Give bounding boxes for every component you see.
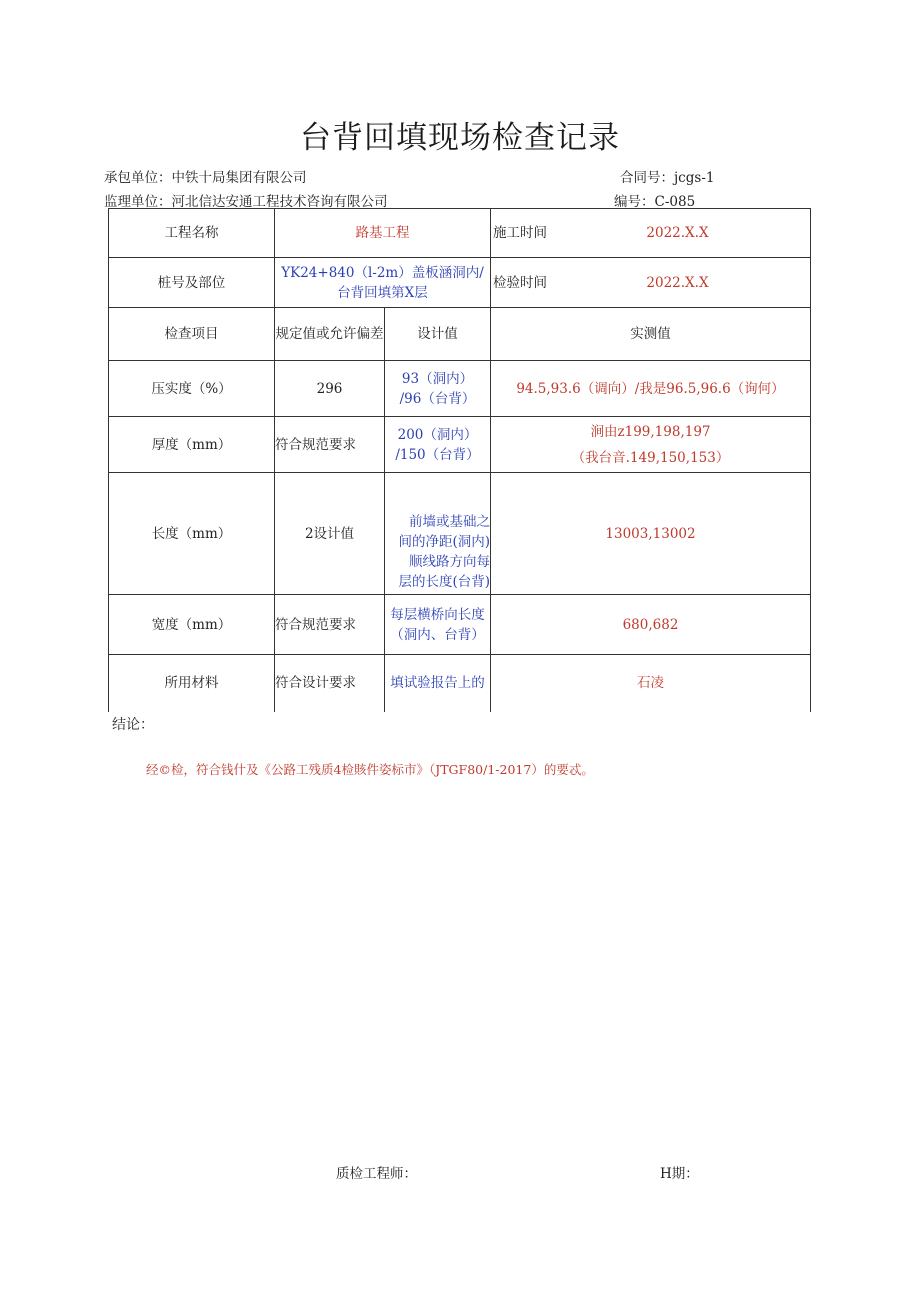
construction-time-label: 施工时间 <box>493 225 547 241</box>
row-spec: 符合设计要求 <box>275 655 385 712</box>
design-line: 93（洞内） <box>401 370 474 387</box>
inspection-table <box>108 208 811 712</box>
station-label: 桩号及部位 <box>109 258 275 308</box>
row-item: 厚度（mm） <box>109 417 275 473</box>
row-measured: 94.5,93.6（调向）/我是96.5,96.6（询何） <box>491 361 811 417</box>
time-cell <box>491 209 811 258</box>
design-line: （洞内、台背） <box>390 626 485 643</box>
row-design <box>385 473 491 595</box>
col-spec-header: 规定值或允许偏差 <box>275 308 385 361</box>
supervisor-label: 监理单位：河北信达安通工程技术咨询有限公司 <box>104 194 388 210</box>
row-spec: 296 <box>275 361 385 417</box>
row-item: 宽度（mm） <box>109 595 275 655</box>
contractor-label: 承包单位：中铁十局集团有限公司 <box>104 170 307 186</box>
row-spec: 符合规范要求 <box>275 595 385 655</box>
table-row <box>109 655 811 712</box>
inspection-time-label: 检验时间 <box>493 274 547 291</box>
row-spec: 2设计值 <box>275 473 385 595</box>
col-measured-header: 实测值 <box>491 308 811 361</box>
quality-engineer-label: 质检工程师： <box>336 1166 417 1182</box>
col-design-header: 设计值 <box>385 308 491 361</box>
row-measured <box>491 417 811 473</box>
measured-line: （我台音.149,150,153） <box>571 449 730 466</box>
design-line: /96（台背） <box>399 390 476 407</box>
row-spec: 符合规范要求 <box>275 417 385 473</box>
row-item: 长度（mm） <box>109 473 275 595</box>
inspection-time-value: 2022.X.X <box>646 274 709 291</box>
time-cell <box>491 258 811 308</box>
col-item-header: 检查项目 <box>109 308 275 361</box>
design-line: 顺线路方向每 <box>409 554 490 570</box>
table-row <box>109 258 811 308</box>
row-measured: 石凌 <box>491 655 811 712</box>
row-design <box>385 595 491 655</box>
row-design <box>385 361 491 417</box>
table-header-row <box>109 308 811 361</box>
row-measured: 680,682 <box>491 595 811 655</box>
row-measured: 13003,13002 <box>491 473 811 595</box>
construction-time-value: 2022.X.X <box>646 225 709 241</box>
contract-number: 合同号：jcgs-1 <box>620 170 715 186</box>
table-row <box>109 361 811 417</box>
table-row <box>109 417 811 473</box>
station-value: YK24+840（l-2m）盖板涵洞内/台背回填第X层 <box>275 258 491 308</box>
table-row <box>109 595 811 655</box>
table-row <box>109 209 811 258</box>
design-line: 200（洞内） <box>397 426 478 443</box>
conclusion-text: 经©检，符合钱什及《公路工残质4检賅件姿标市》（JTGF80/1-2017）的要忒。 <box>146 762 594 777</box>
measured-line: 涧由z199,198,197 <box>590 423 711 440</box>
serial-number: 编号：C-085 <box>614 194 696 210</box>
date-label: H期： <box>660 1166 699 1182</box>
row-item: 压实度（%） <box>109 361 275 417</box>
table-row <box>109 473 811 595</box>
design-line: 每层横桥向长度 <box>390 606 485 623</box>
row-item: 所用材料 <box>109 655 275 712</box>
design-line: 间的净距(洞内) <box>398 534 490 550</box>
project-name-value: 路基工程 <box>275 209 491 258</box>
design-line: /150（台背） <box>395 446 480 463</box>
row-design <box>385 417 491 473</box>
design-line: 层的长度(台背) <box>398 574 490 590</box>
row-design: 填试验报告上的 <box>385 655 491 712</box>
conclusion-label: 结论： <box>112 717 154 733</box>
design-line: 前墙或基础之 <box>409 514 490 530</box>
page-title: 台背回填现场检查记录 <box>300 120 620 156</box>
project-name-label: 工程名称 <box>109 209 275 258</box>
